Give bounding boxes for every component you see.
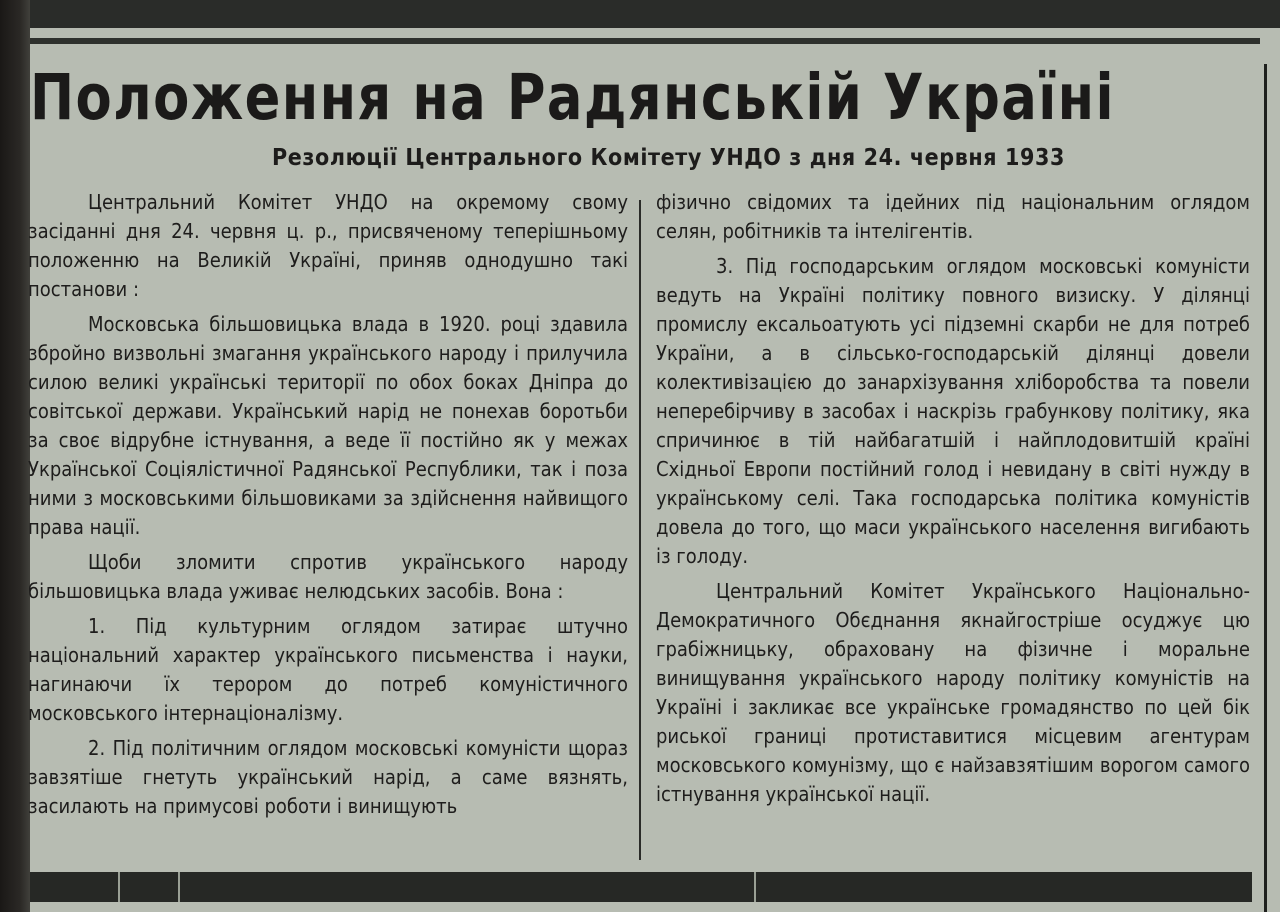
- bar-segment-divider: [178, 872, 180, 902]
- paragraph: 1. Під культурним оглядом затирає штучно національний характер українського письменства і науки, нагинаючи їх терором до потреб комуністичного московського інтернаціоналізму.: [28, 614, 628, 725]
- right-column: [656, 188, 1250, 815]
- article-subheadline: Резолюції Центрального Комітету УНДО з дня 24. червня 1933: [272, 145, 1065, 171]
- article-headline: Положення на Радянській Україні: [30, 61, 1115, 134]
- bar-segment-divider: [754, 872, 756, 902]
- paragraph: Щоби зломити спротив українського народу більшовицька влада уживає нелюдських засобів. Вона :: [28, 550, 628, 603]
- bottom-border-bar: [30, 872, 1252, 902]
- column-divider: [639, 200, 641, 860]
- paragraph: фізично свідомих та ідейних під національним оглядом селян, робітників та інтелігентів.: [656, 190, 1250, 243]
- paragraph: Центральний Комітет УНДО на окремому свому засіданні дня 24. червня ц. р., присвяченому теперішньому положенню на Великій Україні, приняв однодушно такі постанови :: [28, 190, 628, 301]
- bar-segment-divider: [118, 872, 120, 902]
- left-column: [28, 188, 628, 827]
- paragraph: 2. Під політичним оглядом московські комуністи щораз завзятіше гнетуть український нарід, а саме вязнять, засилають на примусові роботи і винищують: [28, 736, 628, 818]
- paragraph: Московська більшовицька влада в 1920. році здавила збройно визвольні змагання українського народу і прилучила силою великі українські території по обох боках Дніпра до совітської держави. Український нарід не понехав боротьби за своє відрубне істнування, а веде її постійно як у межах Української Соціялістичної Радянської Республики, так і поза ними з московськими більшовиками за здійснення найвищого права нації.: [28, 312, 628, 539]
- paragraph: 3. Під господарським оглядом московські комуністи ведуть на Україні політику повного визиску. У ділянці промислу ексальоатують усі підземні скарби не для потреб України, а в сільсько-господарській ділянці довели колективізацією до занархізування хліборобства та повели неперебірчиву в засобах і наскрізь грабункову політику, яка спричинює в тій найбагатшій і найплодовитшій країні Східньої Европи постійний голод і невидану в світі нужду в українському селі. Така господарська політика комуністів довела до того, що маси українського населення вигибають із голоду.: [656, 254, 1250, 568]
- top-rule-line: [30, 38, 1260, 44]
- paragraph: Центральний Комітет Українського Національно-Демократичного Обєднання якнайгостріше осуджує цю грабіжницьку, обраховану на фізичне і моральне винищування українського народу політику комуністів на Україні і закликає все українське громадянство по цей бік риської границі протиставитися місцевим агентурам московського комунізму, що є найзавзятішим ворогом самого істнування української нації.: [656, 579, 1250, 806]
- right-column-rule: [1264, 64, 1267, 912]
- top-border-bar: [30, 0, 1280, 28]
